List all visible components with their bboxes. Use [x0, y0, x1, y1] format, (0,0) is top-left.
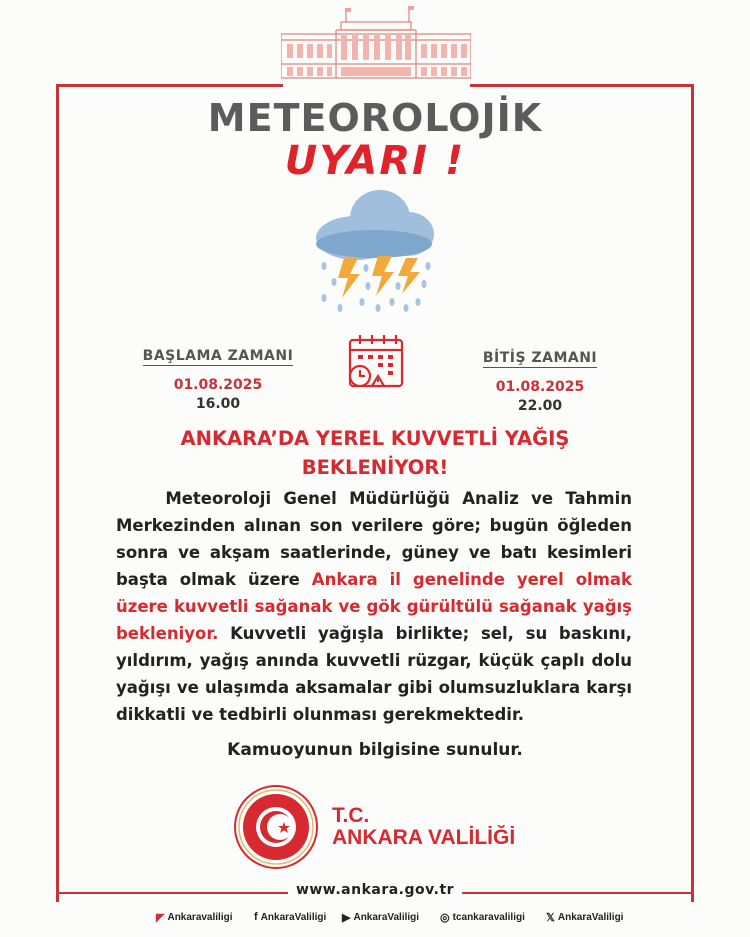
public-notice: Kamuoyunun bilgisine sunulur.: [227, 740, 523, 760]
organization-name: [332, 805, 515, 849]
governorship-building-illustration: [281, 4, 471, 80]
body-text-part-2: Kuvvetli yağışla birlikte; sel, su baskını, yıldırım, yağış anında kuvvetli rüzgar, küçük çaplı dolu yağışı ve ulaşımda aksamalar gibi olumsuzluklara karşı dikkatli ve tedbirli olunması gerekmektedir.: [116, 624, 632, 724]
body-text-part-1: Meteoroloji Genel Müdürlüğü Analiz ve Tahmin Merkezinden alınan son verilere göre; bugün öğleden sonra ve akşam saatlerinde, güney ve batı kesimleri başta olmak üzere: [116, 489, 632, 589]
governorship-seal-logo: [233, 784, 319, 870]
frame-divider-left: [56, 84, 283, 87]
start-hour: 16.00: [195, 396, 241, 412]
youtube-icon: ▶: [342, 912, 351, 924]
social-nsosyal[interactable]: ◤ Ankaravaliligi: [156, 912, 233, 924]
title-meteorological: METEOROLOJİK: [207, 96, 543, 140]
start-date: 01.08.2025: [173, 377, 263, 393]
end-date: 01.08.2025: [495, 379, 585, 395]
nsosyal-icon: ◤: [156, 912, 165, 924]
headline: [100, 424, 650, 482]
storm-cloud-icon: [310, 186, 440, 314]
x-icon: 𝕏: [546, 912, 555, 924]
start-time-value: [130, 376, 306, 414]
social-instagram[interactable]: ◎ tcankaravaliligi: [440, 912, 525, 924]
calendar-clock-icon: [344, 332, 408, 392]
frame-divider-right: [470, 84, 694, 87]
start-time-label: BAŞLAMA ZAMANI: [142, 348, 294, 364]
body-text-highlight: Ankara il genelinde yerel olmak üzere kuvvetli sağanak ve gök gürültülü sağanak yağış bekleniyor.: [116, 570, 633, 643]
headline-line-1: ANKARA’DA YEREL KUVVETLİ YAĞIŞ: [180, 427, 570, 450]
headline-line-2: BEKLENİYOR!: [301, 456, 449, 479]
facebook-icon: f: [254, 911, 258, 923]
social-facebook[interactable]: f AnkaraValiligi: [254, 911, 327, 923]
social-x[interactable]: 𝕏 AnkaraValiligi: [546, 912, 624, 924]
instagram-icon: ◎: [440, 912, 450, 924]
end-time-value: [452, 378, 628, 416]
website-link[interactable]: www.ankara.gov.tr: [0, 882, 750, 898]
organization-line-2: ANKARA VALİLİĞİ: [332, 826, 516, 849]
end-hour: 22.00: [517, 398, 563, 414]
organization-line-1: T.C.: [332, 804, 370, 827]
end-time-label: BİTİŞ ZAMANI: [482, 350, 598, 366]
announcement-body: [116, 485, 632, 728]
title-warning: UYARI !: [284, 138, 466, 184]
social-youtube[interactable]: ▶ AnkaraValiligi: [342, 912, 420, 924]
